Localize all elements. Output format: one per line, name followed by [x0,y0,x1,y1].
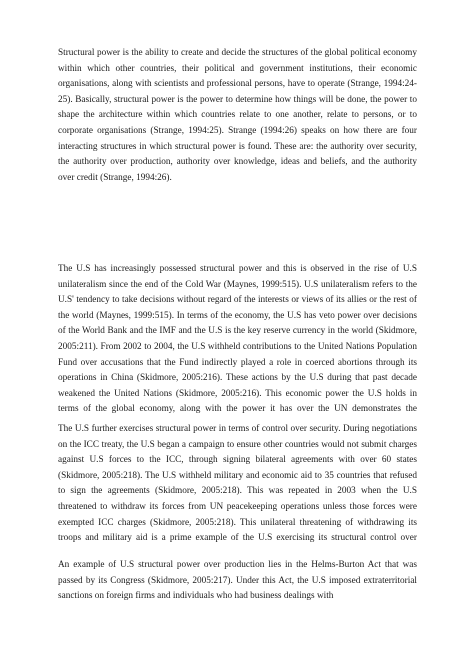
paragraph-structural-power-definition: Structural power is the ability to create and decide the structures of the global political economy within which other countries, their political and government institutions, their economic organisations, along with scientists and professional persons, have to operate (Strange, 1994:24-25). Basically, structural power is the power to determine how things will be done, the power to shape the architecture within which countries relate to one another, relate to persons, or to corporate organisations (Strange, 1994:25). Strange (1994:26) speaks on how there are four interacting structures in which structural power is found. These are: the authority over security, the authority over production, authority over knowledge, ideas and beliefs, and the authority over credit (Strange, 1994:26). [58,48,417,183]
paragraph-control-over-security: The U.S further exercises structural power in terms of control over security. During negotiations on the ICC treaty, the U.S began a campaign to ensure other countries would not submit charges against U.S forces to the ICC, through signing bilateral agreements with over 60 states (Skidmore, 2005:218). The U.S withheld military and economic aid to 35 countries that refused to sign the agreements (Skidmore, 2005:218). This was repeated in 2003 when the U.S threatened to withdraw its forces from UN peacekeeping operations unless those forces were exempted ICC charges (Skidmore, 2005:218). This unilateral threatening of withdrawing its troops and military aid is a prime example of the U.S exercising its structural control over [58,424,417,544]
paragraph-us-unilateralism: The U.S has increasingly possessed structural power and this is observed in the rise of U.S unilateralism since the end of the Cold War (Maynes, 1999:515). U.S unilateralism refers to the U.S' tendency to take decisions without regard of the interests or views of its allies or the rest of the world (Maynes, 1999:515). In terms of the economy, the U.S has veto power over decisions of the World Bank and the IMF and the U.S is the key reserve currency in the world (Skidmore, 2005:211). From 2002 to 2004, the U.S withheld contributions to the United Nations Population Fund over accusations that the Fund indirectly played a role in coerced abortions through its operations in China (Skidmore, 2005:216). These actions by the U.S during that past decade weakened the United Nations (Skidmore, 2005:216). This economic power the U.S holds in terms of the global economy, along with the power it has over the UN demonstrates the [58,264,417,415]
paragraph-power-over-production: An example of U.S structural power over production lies in the Helms-Burton Act that was passed by its Congress (Skidmore, 2005:217). Under this Act, the U.S imposed extraterritorial sanctions on foreign firms and individuals who had business dealings with [58,560,417,602]
